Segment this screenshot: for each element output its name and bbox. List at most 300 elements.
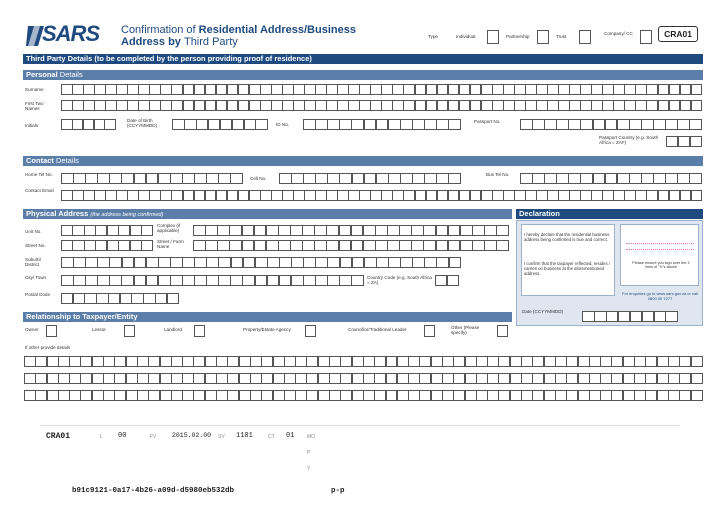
- char-cell[interactable]: [138, 190, 150, 201]
- char-cell[interactable]: [205, 390, 217, 401]
- char-cell[interactable]: [492, 84, 504, 95]
- char-cell[interactable]: [363, 356, 375, 367]
- char-cell[interactable]: [591, 84, 603, 95]
- char-cell[interactable]: [127, 84, 139, 95]
- char-cell[interactable]: [400, 173, 413, 184]
- char-cell[interactable]: [580, 173, 593, 184]
- char-cell[interactable]: [351, 225, 364, 236]
- char-cell[interactable]: [194, 84, 206, 95]
- char-cell[interactable]: [646, 100, 658, 111]
- char-cell[interactable]: [363, 373, 375, 384]
- char-cell[interactable]: [104, 119, 116, 130]
- char-cell[interactable]: [623, 373, 635, 384]
- char-cell[interactable]: [498, 390, 510, 401]
- char-cell[interactable]: [243, 257, 256, 268]
- char-cell[interactable]: [326, 100, 338, 111]
- char-cell[interactable]: [487, 390, 499, 401]
- char-cell[interactable]: [498, 373, 510, 384]
- char-cell[interactable]: [442, 390, 454, 401]
- char-cell[interactable]: [94, 84, 106, 95]
- char-cell[interactable]: [121, 275, 134, 286]
- signature-box[interactable]: [620, 224, 699, 286]
- char-cell[interactable]: [85, 173, 98, 184]
- char-cell[interactable]: [578, 390, 590, 401]
- rel-landlord-checkbox[interactable]: [194, 325, 205, 337]
- char-cell[interactable]: [58, 373, 70, 384]
- char-cell[interactable]: [250, 390, 262, 401]
- char-cell[interactable]: [374, 373, 386, 384]
- char-cell[interactable]: [496, 225, 509, 236]
- char-cell[interactable]: [668, 390, 680, 401]
- char-cell[interactable]: [84, 293, 96, 304]
- type-company-checkbox[interactable]: [640, 30, 652, 44]
- char-cell[interactable]: [600, 356, 612, 367]
- char-cell[interactable]: [337, 190, 349, 201]
- char-cell[interactable]: [255, 119, 268, 130]
- char-cell[interactable]: [426, 100, 438, 111]
- char-cell[interactable]: [611, 373, 623, 384]
- char-cell[interactable]: [61, 173, 74, 184]
- char-cell[interactable]: [160, 356, 172, 367]
- char-cell[interactable]: [591, 190, 603, 201]
- char-cell[interactable]: [423, 240, 436, 251]
- char-cell[interactable]: [205, 84, 217, 95]
- char-cell[interactable]: [339, 225, 352, 236]
- char-cell[interactable]: [216, 356, 228, 367]
- char-cell[interactable]: [295, 390, 307, 401]
- char-cell[interactable]: [126, 390, 138, 401]
- char-cell[interactable]: [155, 293, 167, 304]
- char-cell[interactable]: [492, 190, 504, 201]
- char-cell[interactable]: [306, 373, 318, 384]
- char-cell[interactable]: [448, 225, 461, 236]
- char-cell[interactable]: [459, 100, 471, 111]
- char-cell[interactable]: [634, 390, 646, 401]
- char-cell[interactable]: [465, 390, 477, 401]
- char-cell[interactable]: [291, 257, 304, 268]
- char-cell[interactable]: [193, 240, 206, 251]
- char-cell[interactable]: [97, 257, 110, 268]
- char-cell[interactable]: [364, 119, 377, 130]
- char-cell[interactable]: [481, 190, 493, 201]
- char-cell[interactable]: [566, 373, 578, 384]
- char-cell[interactable]: [227, 390, 239, 401]
- char-cell[interactable]: [617, 173, 630, 184]
- char-cell[interactable]: [400, 119, 413, 130]
- char-cell[interactable]: [351, 275, 364, 286]
- char-cell[interactable]: [143, 293, 155, 304]
- char-cell[interactable]: [72, 100, 84, 111]
- char-cell[interactable]: [61, 100, 73, 111]
- char-cell[interactable]: [254, 225, 267, 236]
- char-cell[interactable]: [304, 190, 316, 201]
- char-cell[interactable]: [397, 390, 409, 401]
- char-cell[interactable]: [525, 190, 537, 201]
- char-cell[interactable]: [556, 119, 569, 130]
- char-cell[interactable]: [569, 100, 581, 111]
- char-cell[interactable]: [690, 136, 702, 147]
- rel-lessor-checkbox[interactable]: [124, 325, 135, 337]
- char-cell[interactable]: [170, 275, 183, 286]
- char-cell[interactable]: [547, 100, 559, 111]
- char-cell[interactable]: [566, 356, 578, 367]
- char-cell[interactable]: [476, 373, 488, 384]
- char-cell[interactable]: [453, 356, 465, 367]
- char-cell[interactable]: [520, 119, 533, 130]
- char-cell[interactable]: [61, 275, 74, 286]
- char-cell[interactable]: [351, 119, 364, 130]
- char-cell[interactable]: [290, 225, 303, 236]
- char-cell[interactable]: [544, 390, 556, 401]
- char-cell[interactable]: [114, 356, 126, 367]
- date-field[interactable]: [582, 311, 678, 322]
- char-cell[interactable]: [72, 119, 84, 130]
- char-cell[interactable]: [424, 173, 437, 184]
- first-names-field[interactable]: [61, 100, 702, 111]
- char-cell[interactable]: [470, 190, 482, 201]
- char-cell[interactable]: [109, 257, 122, 268]
- char-cell[interactable]: [193, 225, 206, 236]
- char-cell[interactable]: [114, 390, 126, 401]
- char-cell[interactable]: [114, 373, 126, 384]
- char-cell[interactable]: [182, 390, 194, 401]
- char-cell[interactable]: [96, 293, 108, 304]
- char-cell[interactable]: [290, 240, 303, 251]
- char-cell[interactable]: [205, 373, 217, 384]
- char-cell[interactable]: [267, 275, 280, 286]
- char-cell[interactable]: [279, 173, 292, 184]
- char-cell[interactable]: [146, 173, 159, 184]
- char-cell[interactable]: [629, 119, 642, 130]
- char-cell[interactable]: [160, 390, 172, 401]
- char-cell[interactable]: [107, 240, 119, 251]
- char-cell[interactable]: [250, 373, 262, 384]
- char-cell[interactable]: [340, 373, 352, 384]
- char-cell[interactable]: [536, 100, 548, 111]
- char-cell[interactable]: [239, 373, 251, 384]
- char-cell[interactable]: [611, 356, 623, 367]
- char-cell[interactable]: [400, 257, 413, 268]
- char-cell[interactable]: [419, 373, 431, 384]
- char-cell[interactable]: [624, 100, 636, 111]
- rel-councillor-checkbox[interactable]: [424, 325, 435, 337]
- char-cell[interactable]: [437, 190, 449, 201]
- char-cell[interactable]: [666, 136, 678, 147]
- char-cell[interactable]: [148, 390, 160, 401]
- char-cell[interactable]: [613, 190, 625, 201]
- char-cell[interactable]: [447, 275, 459, 286]
- type-partnership-checkbox[interactable]: [537, 30, 549, 44]
- char-cell[interactable]: [339, 119, 352, 130]
- char-cell[interactable]: [261, 356, 273, 367]
- char-cell[interactable]: [514, 190, 526, 201]
- char-cell[interactable]: [293, 190, 305, 201]
- char-cell[interactable]: [171, 373, 183, 384]
- char-cell[interactable]: [669, 190, 681, 201]
- char-cell[interactable]: [73, 293, 85, 304]
- char-cell[interactable]: [412, 119, 425, 130]
- rel-other-checkbox[interactable]: [497, 325, 508, 337]
- char-cell[interactable]: [238, 190, 250, 201]
- char-cell[interactable]: [388, 119, 401, 130]
- char-cell[interactable]: [84, 225, 96, 236]
- char-cell[interactable]: [284, 356, 296, 367]
- char-cell[interactable]: [472, 240, 485, 251]
- char-cell[interactable]: [600, 373, 612, 384]
- char-cell[interactable]: [149, 190, 161, 201]
- char-cell[interactable]: [80, 373, 92, 384]
- char-cell[interactable]: [657, 390, 669, 401]
- char-cell[interactable]: [47, 373, 59, 384]
- char-cell[interactable]: [544, 119, 557, 130]
- char-cell[interactable]: [193, 390, 205, 401]
- char-cell[interactable]: [503, 100, 515, 111]
- char-cell[interactable]: [665, 311, 678, 322]
- char-cell[interactable]: [448, 100, 460, 111]
- char-cell[interactable]: [431, 356, 443, 367]
- char-cell[interactable]: [653, 119, 666, 130]
- char-cell[interactable]: [137, 356, 149, 367]
- char-cell[interactable]: [218, 275, 231, 286]
- char-cell[interactable]: [415, 84, 427, 95]
- char-cell[interactable]: [544, 173, 557, 184]
- char-cell[interactable]: [510, 356, 522, 367]
- char-cell[interactable]: [141, 225, 153, 236]
- char-cell[interactable]: [227, 100, 239, 111]
- char-cell[interactable]: [634, 356, 646, 367]
- char-cell[interactable]: [514, 84, 526, 95]
- char-cell[interactable]: [630, 311, 643, 322]
- country-code-field[interactable]: [435, 275, 459, 286]
- char-cell[interactable]: [532, 173, 545, 184]
- char-cell[interactable]: [392, 84, 404, 95]
- city-field[interactable]: [61, 275, 364, 286]
- char-cell[interactable]: [605, 173, 618, 184]
- char-cell[interactable]: [556, 173, 569, 184]
- char-cell[interactable]: [182, 275, 195, 286]
- char-cell[interactable]: [273, 390, 285, 401]
- char-cell[interactable]: [635, 100, 647, 111]
- char-cell[interactable]: [665, 173, 678, 184]
- char-cell[interactable]: [386, 373, 398, 384]
- char-cell[interactable]: [217, 225, 230, 236]
- char-cell[interactable]: [403, 84, 415, 95]
- char-cell[interactable]: [92, 356, 104, 367]
- char-cell[interactable]: [218, 173, 231, 184]
- char-cell[interactable]: [411, 225, 424, 236]
- char-cell[interactable]: [578, 373, 590, 384]
- char-cell[interactable]: [193, 373, 205, 384]
- char-cell[interactable]: [171, 84, 183, 95]
- home-tel-field[interactable]: [61, 173, 243, 184]
- char-cell[interactable]: [521, 390, 533, 401]
- char-cell[interactable]: [61, 293, 73, 304]
- char-cell[interactable]: [149, 84, 161, 95]
- char-cell[interactable]: [348, 190, 360, 201]
- char-cell[interactable]: [24, 356, 36, 367]
- char-cell[interactable]: [472, 225, 485, 236]
- char-cell[interactable]: [69, 390, 81, 401]
- char-cell[interactable]: [558, 190, 570, 201]
- char-cell[interactable]: [348, 84, 360, 95]
- char-cell[interactable]: [448, 84, 460, 95]
- char-cell[interactable]: [411, 240, 424, 251]
- char-cell[interactable]: [109, 173, 122, 184]
- char-cell[interactable]: [352, 356, 364, 367]
- char-cell[interactable]: [109, 275, 122, 286]
- char-cell[interactable]: [217, 240, 230, 251]
- char-cell[interactable]: [408, 373, 420, 384]
- char-cell[interactable]: [73, 257, 86, 268]
- char-cell[interactable]: [415, 100, 427, 111]
- passport-country-field[interactable]: [666, 136, 702, 147]
- char-cell[interactable]: [602, 190, 614, 201]
- char-cell[interactable]: [525, 100, 537, 111]
- char-cell[interactable]: [284, 373, 296, 384]
- char-cell[interactable]: [436, 257, 449, 268]
- char-cell[interactable]: [654, 311, 667, 322]
- char-cell[interactable]: [352, 257, 365, 268]
- char-cell[interactable]: [72, 225, 84, 236]
- char-cell[interactable]: [677, 119, 690, 130]
- char-cell[interactable]: [613, 100, 625, 111]
- char-cell[interactable]: [582, 311, 595, 322]
- char-cell[interactable]: [569, 190, 581, 201]
- char-cell[interactable]: [194, 190, 206, 201]
- char-cell[interactable]: [134, 173, 147, 184]
- char-cell[interactable]: [635, 84, 647, 95]
- char-cell[interactable]: [408, 356, 420, 367]
- char-cell[interactable]: [484, 240, 497, 251]
- char-cell[interactable]: [327, 275, 340, 286]
- char-cell[interactable]: [374, 356, 386, 367]
- char-cell[interactable]: [92, 373, 104, 384]
- char-cell[interactable]: [167, 293, 179, 304]
- char-cell[interactable]: [381, 84, 393, 95]
- char-cell[interactable]: [569, 84, 581, 95]
- char-cell[interactable]: [359, 84, 371, 95]
- char-cell[interactable]: [642, 311, 655, 322]
- char-cell[interactable]: [641, 119, 654, 130]
- char-cell[interactable]: [315, 100, 327, 111]
- char-cell[interactable]: [492, 100, 504, 111]
- char-cell[interactable]: [105, 84, 117, 95]
- char-cell[interactable]: [35, 373, 47, 384]
- char-cell[interactable]: [194, 100, 206, 111]
- street-no-field[interactable]: [61, 240, 153, 251]
- char-cell[interactable]: [160, 84, 172, 95]
- char-cell[interactable]: [80, 390, 92, 401]
- char-cell[interactable]: [392, 100, 404, 111]
- char-cell[interactable]: [442, 373, 454, 384]
- char-cell[interactable]: [47, 356, 59, 367]
- char-cell[interactable]: [691, 373, 703, 384]
- char-cell[interactable]: [623, 356, 635, 367]
- char-cell[interactable]: [172, 119, 185, 130]
- char-cell[interactable]: [476, 390, 488, 401]
- postal-code-field[interactable]: [61, 293, 179, 304]
- char-cell[interactable]: [242, 240, 255, 251]
- char-cell[interactable]: [623, 390, 635, 401]
- char-cell[interactable]: [160, 190, 172, 201]
- char-cell[interactable]: [69, 373, 81, 384]
- surname-field[interactable]: [61, 84, 702, 95]
- char-cell[interactable]: [206, 257, 219, 268]
- char-cell[interactable]: [69, 356, 81, 367]
- char-cell[interactable]: [216, 373, 228, 384]
- char-cell[interactable]: [103, 373, 115, 384]
- char-cell[interactable]: [194, 257, 207, 268]
- char-cell[interactable]: [83, 190, 95, 201]
- passport-no-field[interactable]: [520, 119, 702, 130]
- char-cell[interactable]: [242, 275, 255, 286]
- char-cell[interactable]: [194, 173, 207, 184]
- char-cell[interactable]: [107, 225, 119, 236]
- char-cell[interactable]: [635, 190, 647, 201]
- char-cell[interactable]: [260, 100, 272, 111]
- char-cell[interactable]: [555, 373, 567, 384]
- char-cell[interactable]: [315, 173, 328, 184]
- char-cell[interactable]: [589, 373, 601, 384]
- complex-field[interactable]: [193, 225, 509, 236]
- char-cell[interactable]: [514, 100, 526, 111]
- char-cell[interactable]: [624, 190, 636, 201]
- char-cell[interactable]: [657, 356, 669, 367]
- char-cell[interactable]: [24, 390, 36, 401]
- char-cell[interactable]: [255, 257, 268, 268]
- char-cell[interactable]: [329, 390, 341, 401]
- char-cell[interactable]: [118, 225, 130, 236]
- char-cell[interactable]: [665, 119, 678, 130]
- char-cell[interactable]: [158, 173, 171, 184]
- char-cell[interactable]: [691, 100, 703, 111]
- char-cell[interactable]: [370, 100, 382, 111]
- char-cell[interactable]: [146, 257, 159, 268]
- char-cell[interactable]: [194, 275, 207, 286]
- char-cell[interactable]: [282, 84, 294, 95]
- char-cell[interactable]: [314, 225, 327, 236]
- char-cell[interactable]: [503, 190, 515, 201]
- char-cell[interactable]: [238, 84, 250, 95]
- char-cell[interactable]: [448, 190, 460, 201]
- char-cell[interactable]: [171, 356, 183, 367]
- char-cell[interactable]: [376, 173, 389, 184]
- char-cell[interactable]: [318, 356, 330, 367]
- char-cell[interactable]: [375, 240, 388, 251]
- char-cell[interactable]: [282, 190, 294, 201]
- char-cell[interactable]: [348, 100, 360, 111]
- other-details-line-1[interactable]: [24, 356, 702, 367]
- char-cell[interactable]: [85, 275, 98, 286]
- char-cell[interactable]: [158, 257, 171, 268]
- char-cell[interactable]: [47, 390, 59, 401]
- char-cell[interactable]: [171, 390, 183, 401]
- char-cell[interactable]: [658, 190, 670, 201]
- char-cell[interactable]: [392, 190, 404, 201]
- char-cell[interactable]: [399, 240, 412, 251]
- char-cell[interactable]: [193, 356, 205, 367]
- char-cell[interactable]: [229, 240, 242, 251]
- bus-tel-field[interactable]: [520, 173, 702, 184]
- char-cell[interactable]: [532, 373, 544, 384]
- char-cell[interactable]: [397, 356, 409, 367]
- char-cell[interactable]: [476, 356, 488, 367]
- char-cell[interactable]: [547, 84, 559, 95]
- char-cell[interactable]: [359, 190, 371, 201]
- char-cell[interactable]: [130, 240, 142, 251]
- char-cell[interactable]: [658, 84, 670, 95]
- char-cell[interactable]: [315, 257, 328, 268]
